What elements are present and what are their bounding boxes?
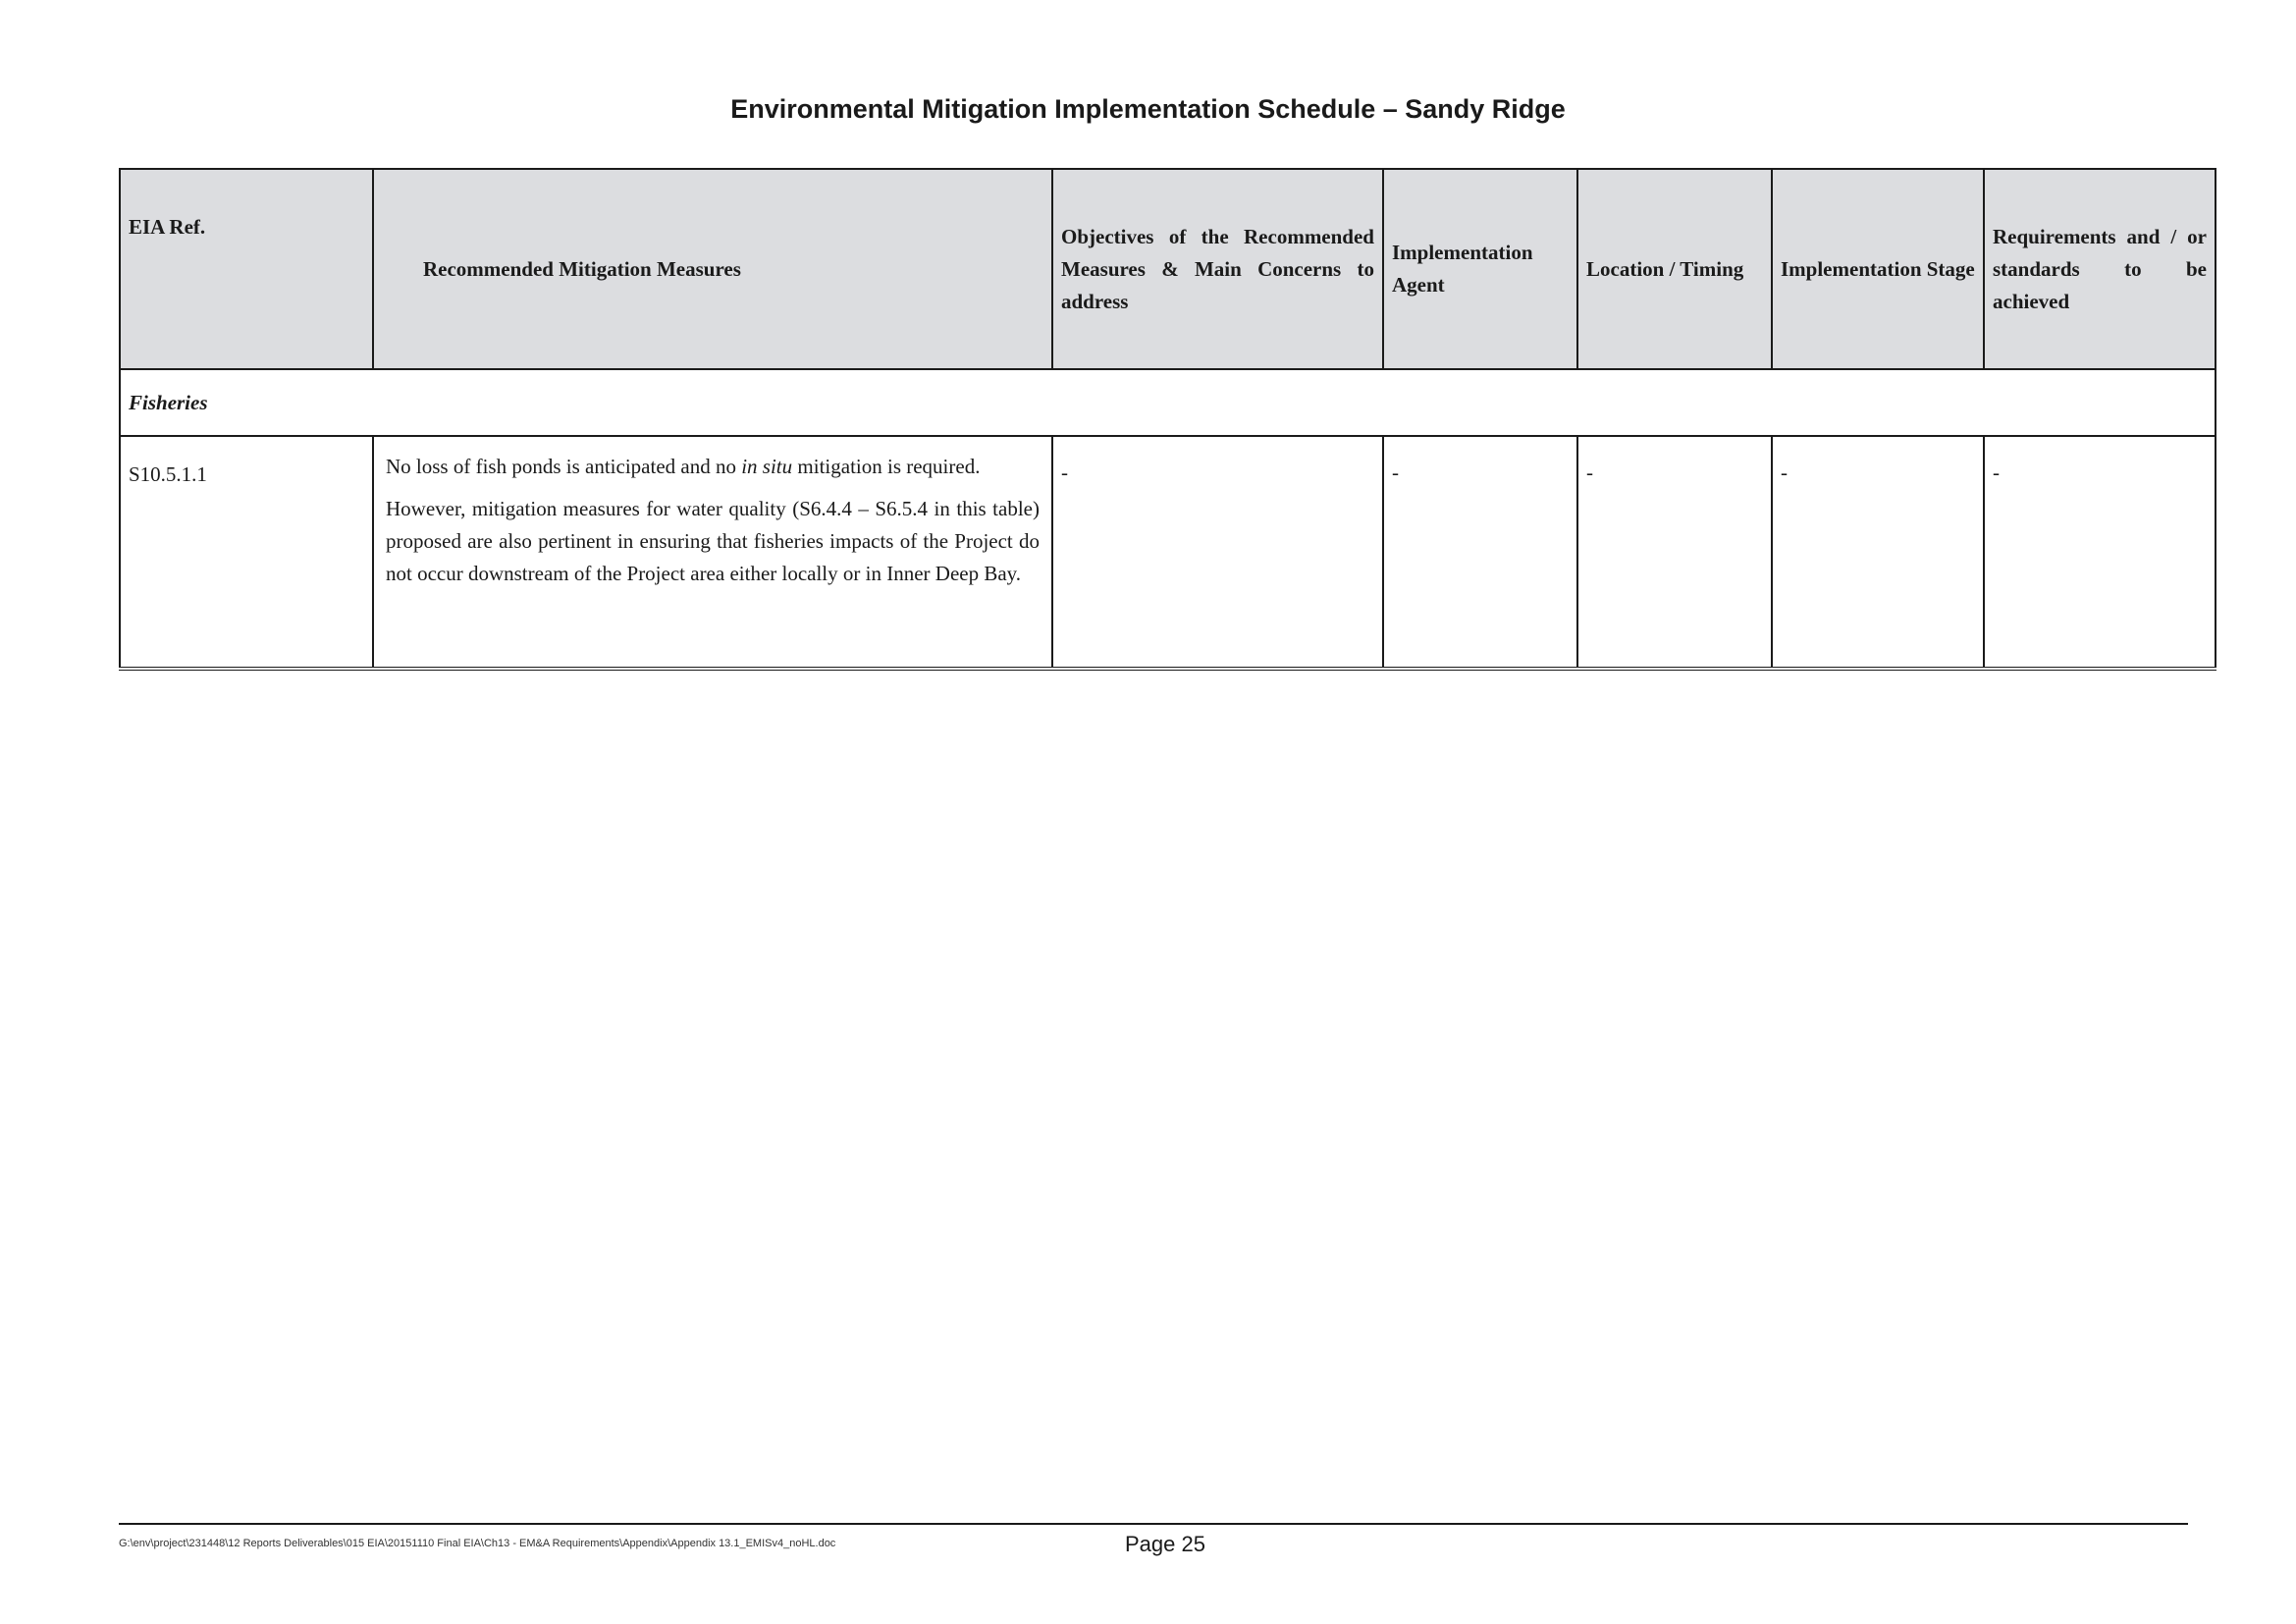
eia-ref-cell: S10.5.1.1 <box>120 436 373 669</box>
objectives-cell: - <box>1052 436 1383 669</box>
header-eia-ref: EIA Ref. <box>120 169 373 369</box>
footer-file-path: G:\env\project\231448\12 Reports Deliverables\015 EIA\20151110 Final EIA\Ch13 - EM&A Requirements\Appendix\Appendix 13.1_EMISv4_noHL.doc <box>119 1538 836 1549</box>
mitigation-measures-cell <box>373 436 1052 669</box>
stage-cell: - <box>1772 436 1984 669</box>
header-objectives: Objectives of the Recommended Measures & Main Concerns to address <box>1052 169 1383 369</box>
header-implementation-stage: Implementation Stage <box>1772 169 1984 369</box>
measure-italic-text: in situ <box>741 455 793 478</box>
header-requirements: Requirements and / or standards to be achieved <box>1984 169 2216 369</box>
measure-paragraph: However, mitigation measures for water quality (S6.4.4 – S6.5.4 in this table) proposed are also pertinent in ensuring that fisheries impacts of the Project do not occur downstream of the Project area either locally or in Inner Deep Bay. <box>386 497 1040 585</box>
location-timing-cell: - <box>1577 436 1772 669</box>
page-number: Page 25 <box>1125 1532 1205 1556</box>
header-implementation-agent: Implementation Agent <box>1383 169 1577 369</box>
page-title: Environmental Mitigation Implementation Schedule – Sandy Ridge <box>730 94 1566 124</box>
section-row <box>120 369 2216 436</box>
mitigation-schedule-table <box>119 168 2216 671</box>
measure-text: mitigation is required. <box>792 455 981 478</box>
header-mitigation-measures: Recommended Mitigation Measures <box>373 169 1052 369</box>
requirements-cell: - <box>1984 436 2216 669</box>
measure-paragraph <box>386 451 1040 483</box>
table-header-row <box>120 169 2216 369</box>
agent-cell: - <box>1383 436 1577 669</box>
footer-divider <box>119 1523 2188 1525</box>
table-row <box>120 436 2216 669</box>
measure-text: No loss of fish ponds is anticipated and no <box>386 455 742 478</box>
section-heading-fisheries: Fisheries <box>120 369 2216 436</box>
header-location-timing: Location / Timing <box>1577 169 1772 369</box>
